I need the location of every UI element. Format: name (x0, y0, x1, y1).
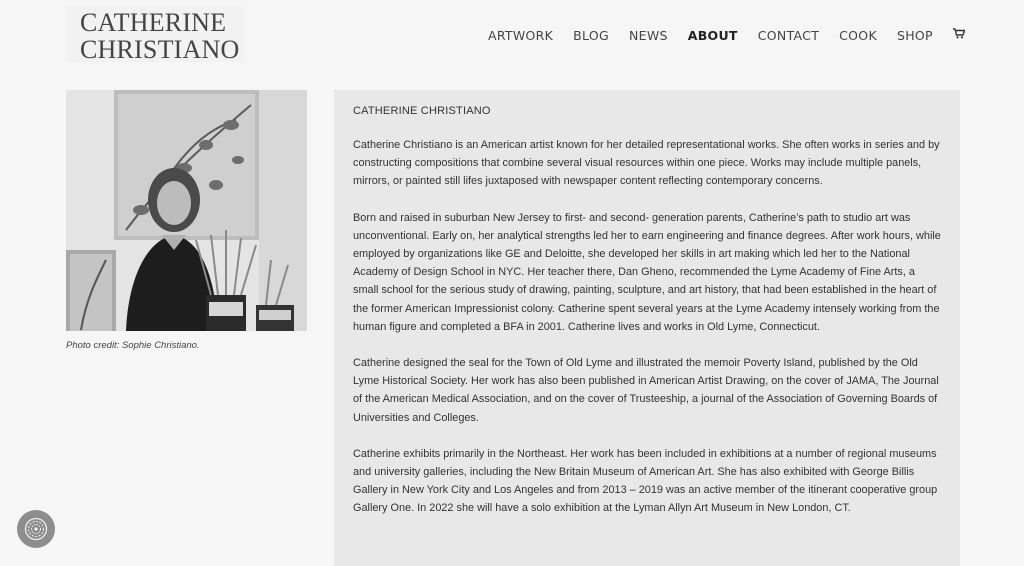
cart-icon[interactable] (953, 28, 965, 42)
about-content (334, 90, 960, 566)
nav-shop[interactable]: SHOP (896, 27, 933, 43)
photo-caption: Photo credit: Sophie Christiano. (66, 340, 200, 351)
main-nav (488, 26, 965, 44)
about-paragraph-2: Born and raised in suburban New Jersey to first- and second- generation parents, Catherine’s path to studio art was unconventional. Early on, her analytical strengths led her to earn engineering and finance degrees. After work hours, while employed by organizations like GE and Deloitte, she developed her skills in art making which led her to the National Academy of Design School in NYC. Her teacher there, Dan Gheno, recommended the Lyme Academy of Fine Arts, a small school for the serious study of drawing, painting, sculpture, and art history, that had been established in the heart of the former American Impressionist colony. Catherine spent several years at the Lyme Academy intensely working from the human figure and completed a BFA in 2001. Catherine lives and works in Old Lyme, Connecticut. (353, 211, 941, 333)
about-heading: CATHERINE CHRISTIANO (353, 105, 491, 117)
about-paragraph-4: Catherine exhibits primarily in the Northeast. Her work has been included in exhibitions at a number of regional museums and university galleries, including the New Britain Museum of American Art. She has also exhibited with George Billis Gallery in New York City and Los Angeles and from 2013 – 2019 was an active member of the itinerant cooperative group Gallery One. In 2022 she will have a solo exhibition at the Lyman Allyn Art Museum in New London, CT. (353, 447, 938, 515)
nav-artwork[interactable]: ARTWORK (488, 27, 554, 43)
logo-line-2: CHRISTIANO (80, 35, 240, 64)
logo-line-1: CATHERINE (80, 8, 227, 37)
about-paragraph-3: Catherine designed the seal for the Town of Old Lyme and illustrated the memoir Poverty Island, published by the Old Lyme Historical Society. Her work has also been published in American Artist Drawing, on the cover of JAMA, The Journal of the American Medical Association, and on the cover of Trusteeship, a journal of the Association of Governing Boards of Universities and Colleges. (353, 357, 939, 424)
nav-blog[interactable]: BLOG (573, 27, 609, 43)
nav-cook[interactable]: COOK (839, 27, 877, 43)
about-paragraph-1: Catherine Christiano is an American artist known for her detailed representational works. She often works in series and by constructing compositions that combine several visual resources within one piece. Works may include multiple panels, mirrors, or painted still lifes juxtaposed with newspaper content reflecting contemporary concerns. (353, 139, 940, 188)
artist-photo (66, 90, 307, 331)
site-logo[interactable] (66, 6, 244, 62)
nav-news[interactable]: NEWS (628, 27, 668, 43)
nav-about[interactable]: ABOUT (687, 27, 738, 43)
accessibility-widget-icon[interactable] (17, 510, 55, 548)
nav-contact[interactable]: CONTACT (757, 27, 820, 43)
